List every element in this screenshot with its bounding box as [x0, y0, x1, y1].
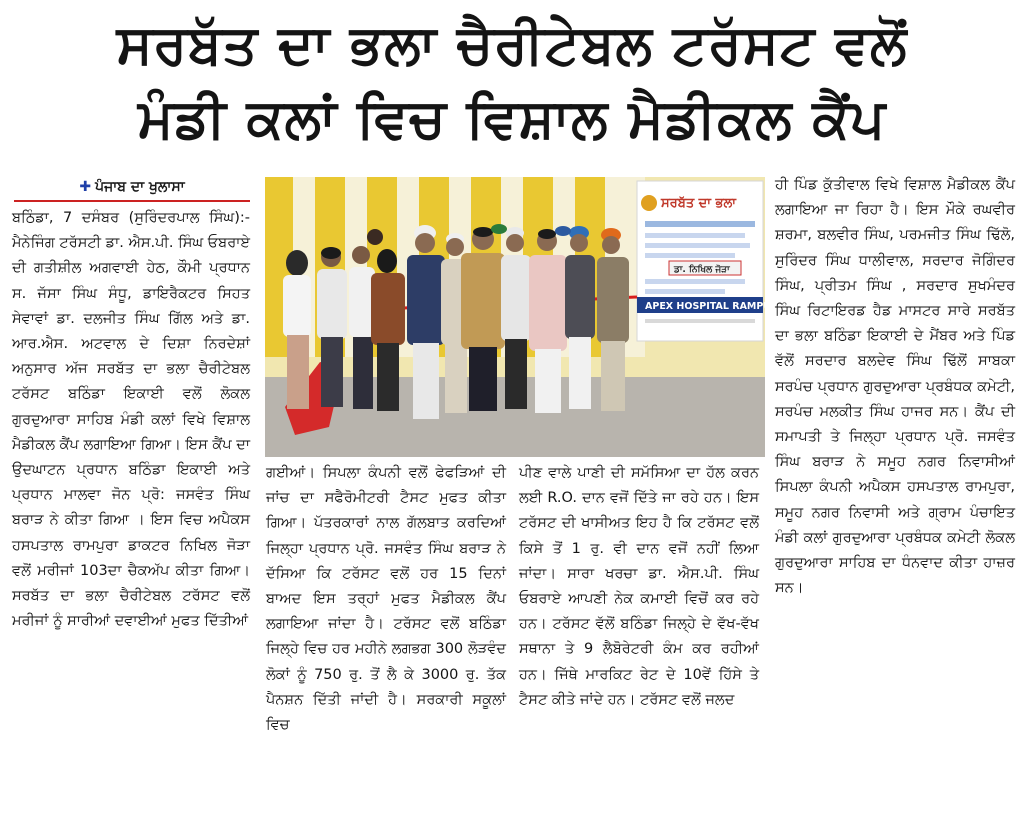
article-column-1 [12, 206, 250, 634]
article-column-2 [266, 461, 506, 738]
source-byline-label: ਪੰਜਾਬ ਦਾ ਖੁਲਾਸਾ [95, 179, 185, 195]
banner-hospital: APEX HOSPITAL RAMPURA [645, 301, 786, 312]
headline-line-2: ਮੰਡੀ ਕਲਾਂ ਵਿਚ ਵਿਸ਼ਾਲ ਮੈਡੀਕਲ ਕੈਂਪ [137, 87, 887, 150]
article-text-col1: ਬਠਿੰਡਾ, 7 ਦਸੰਬਰ (ਸੁਰਿੰਦਰਪਾਲ ਸਿੰਘ):- ਮੈਨੇਜਿੰਗ ਟਰੱਸਟੀ ਡਾ. ਐਸ.ਪੀ. ਸਿੰਘ ਓਬਰਾਏ ਦੀ ਗਤੀਸ਼ੀਲ ਅਗਵਾਈ ਹੇਠ, ਕੌਮੀ ਪ੍ਰਧਾਨ ਸ. ਜੱਸਾ ਸਿੰਘ ਸੰਧੂ, ਡਾਇਰੈਕਟਰ ਸਿਹਤ ਸੇਵਾਵਾਂ ਡਾ. ਦਲਜੀਤ ਸਿੰਘ ਗਿੱਲ ਅਤੇ ਡਾ. ਆਰ.ਐਸ. ਅਟਵਾਲ ਦੇ ਦਿਸ਼ਾ ਨਿਰਦੇਸ਼ਾਂ ਅਨੁਸਾਰ ਅੱਜ ਸਰਬੱਤ ਦਾ ਭਲਾ ਚੈਰੀਟੇਬਲ ਟਰੱਸਟ ਬਠਿੰਡਾ ਇਕਾਈ ਵਲੋਂ ਲੋਕਲ ਗੁਰਦੁਆਰਾ ਸਾਹਿਬ ਮੰਡੀ ਕਲਾਂ ਵਿਖੇ ਵਿਸ਼ਾਲ ਮੈਡੀਕਲ ਕੈਂਪ ਲਗਾਇਆ ਗਿਆ। ਇਸ ਕੈਂਪ ਦਾ ਉਦਘਾਟਨ ਪ੍ਰਧਾਨ ਬਠਿੰਡਾ ਇਕਾਈ ਅਤੇ ਪ੍ਰਧਾਨ ਮਾਲਵਾ ਜੋਨ ਪ੍ਰੋ: ਜਸਵੰਤ ਸਿੰਘ ਬਰਾੜ ਨੇ ਕੀਤਾ ਗਿਆ । ਇਸ ਵਿਚ ਅਪੈਕਸ ਹਸਪਤਾਲ ਰਾਮਪੁਰਾ ਡਾਕਟਰ ਨਿਖਿਲ ਜੋੜਾ ਵਲੋਂ ਮਰੀਜਾਂ 103ਦਾ ਚੈਕਅੱਪ ਕੀਤਾ ਗਿਆ। ਸਰਬੱਤ ਦਾ ਭਲਾ ਚੈਰੀਟੇਬਲ ਟਰੱਸਟ ਵਲੋਂ ਮਰੀਜਾਂ ਨੂੰ ਸਾਰੀਆਂ ਦਵਾਈਆਂ ਮੁਫਤ ਦਿੱਤੀਆਂ [12, 210, 251, 630]
article-text-col4: ਹੀ ਪਿੰਡ ਕੁੱਤੀਵਾਲ ਵਿਖੇ ਵਿਸ਼ਾਲ ਮੈਡੀਕਲ ਕੈਂਪ ਲਗਾਇਆ ਜਾ ਰਿਹਾ ਹੈ। ਇਸ ਮੌਕੇ ਰਘਵੀਰ ਸ਼ਰਮਾ, ਬਲਵੀਰ ਸਿੰਘ, ਪਰਮਜੀਤ ਸਿੰਘ ਢਿੱਲੋ, ਸੁਰਿੰਦਰ ਸਿੰਘ ਧਾਲੀਵਾਲ, ਸਰਦਾਰ ਜੋਗਿੰਦਰ ਸਿੰਘ, ਪ੍ਰੀਤਮ ਸਿੰਘ , ਸਰਦਾਰ ਸੁਖਮੰਦਰ ਸਿੰਘ ਰਿਟਾਇਰਡ ਹੈਡ ਮਾਸਟਰ ਸਾਰੇ ਸਰਬੱਤ ਦਾ ਭਲਾ ਬਠਿੰਡਾ ਇਕਾਈ ਦੇ ਮੈਂਬਰ ਅਤੇ ਪਿੰਡ ਵੱਲੋਂ ਸਰਦਾਰ ਬਲਦੇਵ ਸਿੰਘ ਢਿੱਲੋਂ ਸਾਬਕਾ ਸਰਪੰਚ ਪ੍ਰਧਾਨ ਗੁਰਦੁਆਰਾ ਪ੍ਰਬੰਧਕ ਕਮੇਟੀ, ਸਰਪੰਚ ਮਲਕੀਤ ਸਿੰਘ ਹਾਜਰ ਸਨ। ਕੈਂਪ ਦੀ ਸਮਾਪਤੀ ਤੇ ਜਿਲ੍ਹਾ ਪ੍ਰਧਾਨ ਪ੍ਰੋ. ਜਸਵੰਤ ਸਿੰਘ ਬਰਾੜ ਨੇ ਸਮੂਹ ਨਗਰ ਨਿਵਾਸੀਆਂ ਸਿਪਲਾ ਕੰਪਨੀ ਅਪੈਕਸ ਹਸਪਤਾਲ ਰਾਮਪੁਰਾ, ਸਮੂਹ ਨਗਰ ਨਿਵਾਸੀ ਅਤੇ ਗ੍ਰਾਮ ਪੰਚਾਇਤ ਮੰਡੀ ਕਲਾਂ ਗੁਰਦੁਆਰਾ ਪ੍ਰਬੰਧਕ ਕਮੇਟੀ ਲੋਕਲ ਗੁਰਦੁਆਰਾ ਸਾਹਿਬ ਦਾ ਧੰਨਵਾਦ ਕੀਤਾ ਹਾਜ਼ਰ ਸਨ। [775, 177, 1015, 597]
article-column-4 [775, 173, 1015, 601]
event-photo [265, 177, 786, 457]
headline-line-1: ਸਰਬੱਤ ਦਾ ਭਲਾ ਚੈਰੀਟੇਬਲ ਟਰੱਸਟ ਵਲੋਂ [116, 13, 908, 76]
banner-doctor-name: ਡਾ. ਨਿਖਿਲ ਜੋੜਾ [674, 265, 730, 275]
article-column-3 [519, 461, 759, 713]
event-photo-illustration [265, 177, 786, 457]
source-byline [14, 177, 250, 197]
article-text-col2: ਗਈਆਂ। ਸਿਪਲਾ ਕੰਪਨੀ ਵਲੋਂ ਫੇਫੜਿਆਂ ਦੀ ਜਾਂਚ ਦਾ ਸਫੈਰੋਮੀਟਰੀ ਟੈਸਟ ਮੁਫਤ ਕੀਤਾ ਗਿਆ। ਪੱਤਰਕਾਰਾਂ ਨਾਲ ਗੱਲਬਾਤ ਕਰਦਿਆਂ ਜਿਲ੍ਹਾ ਪ੍ਰਧਾਨ ਪ੍ਰੋ. ਜਸਵੰਤ ਸਿੰਘ ਬਰਾੜ ਨੇ ਦੱਸਿਆ ਕਿ ਟਰੱਸਟ ਵਲੋਂ ਹਰ 15 ਦਿਨਾਂ ਬਾਅਦ ਇਸ ਤਰ੍ਹਾਂ ਮੁਫਤ ਮੈਡੀਕਲ ਕੈਂਪ ਲਗਾਇਆ ਜਾਂਦਾ ਹੈ। ਟਰੱਸਟ ਵਲੋਂ ਬਠਿੰਡਾ ਜਿਲ੍ਹੇ ਵਿਚ ਹਰ ਮਹੀਨੇ ਲਗਭਗ 300 ਲੋੜਵੰਦ ਲੋਕਾਂ ਨੂੰ 750 ਰੁ. ਤੋਂ ਲੈ ਕੇ 3000 ਰੁ. ਤੱਕ ਪੈਨਸ਼ਨ ਦਿੱਤੀ ਜਾਂਦੀ ਹੈ। ਸਰਕਾਰੀ ਸਕੂਲਾਂ ਵਿਚ [266, 465, 506, 734]
plus-icon: ✚ [79, 179, 92, 195]
banner-title: ਸਰਬੱਤ ਦਾ ਭਲਾ [661, 196, 737, 211]
byline-rule [14, 200, 250, 202]
article-text-col3: ਪੀਣ ਵਾਲੇ ਪਾਣੀ ਦੀ ਸਮੱਸਿਆ ਦਾ ਹੱਲ ਕਰਨ ਲਈ R.O. ਦਾਨ ਵਜੋਂ ਦਿੱਤੇ ਜਾ ਰਹੇ ਹਨ। ਇਸ ਟਰੱਸਟ ਦੀ ਖਾਸੀਅਤ ਇਹ ਹੈ ਕਿ ਟਰੱਸਟ ਵਲੋਂ ਕਿਸੇ ਤੋਂ 1 ਰੁ. ਵੀ ਦਾਨ ਵਜੋਂ ਨਹੀਂ ਲਿਆ ਜਾਂਦਾ। ਸਾਰਾ ਖਰਚਾ ਡਾ. ਐਸ.ਪੀ. ਸਿੰਘ ਓਬਰਾਏ ਆਪਣੀ ਨੇਕ ਕਮਾਈ ਵਿਚੋਂ ਕਰ ਰਹੇ ਹਨ। ਟਰੱਸਟ ਵੱਲੋਂ ਬਠਿੰਡਾ ਜਿਲ੍ਹੇ ਦੇ ਵੱਖ-ਵੱਖ ਸਥਾਨਾ ਤੇ 9 ਲੈਬੋਰੇਟਰੀ ਕੰਮ ਕਰ ਰਹੀਆਂ ਹਨ। ਜਿੱਥੇ ਮਾਰਕਿਟ ਰੇਟ ਦੇ 10ਵੇਂ ਹਿੱਸੇ ਤੇ ਟੈਸਟ ਕੀਤੇ ਜਾਂਦੇ ਹਨ। ਟਰੱਸਟ ਵਲੋਂ ਜਲਦ [519, 465, 759, 708]
